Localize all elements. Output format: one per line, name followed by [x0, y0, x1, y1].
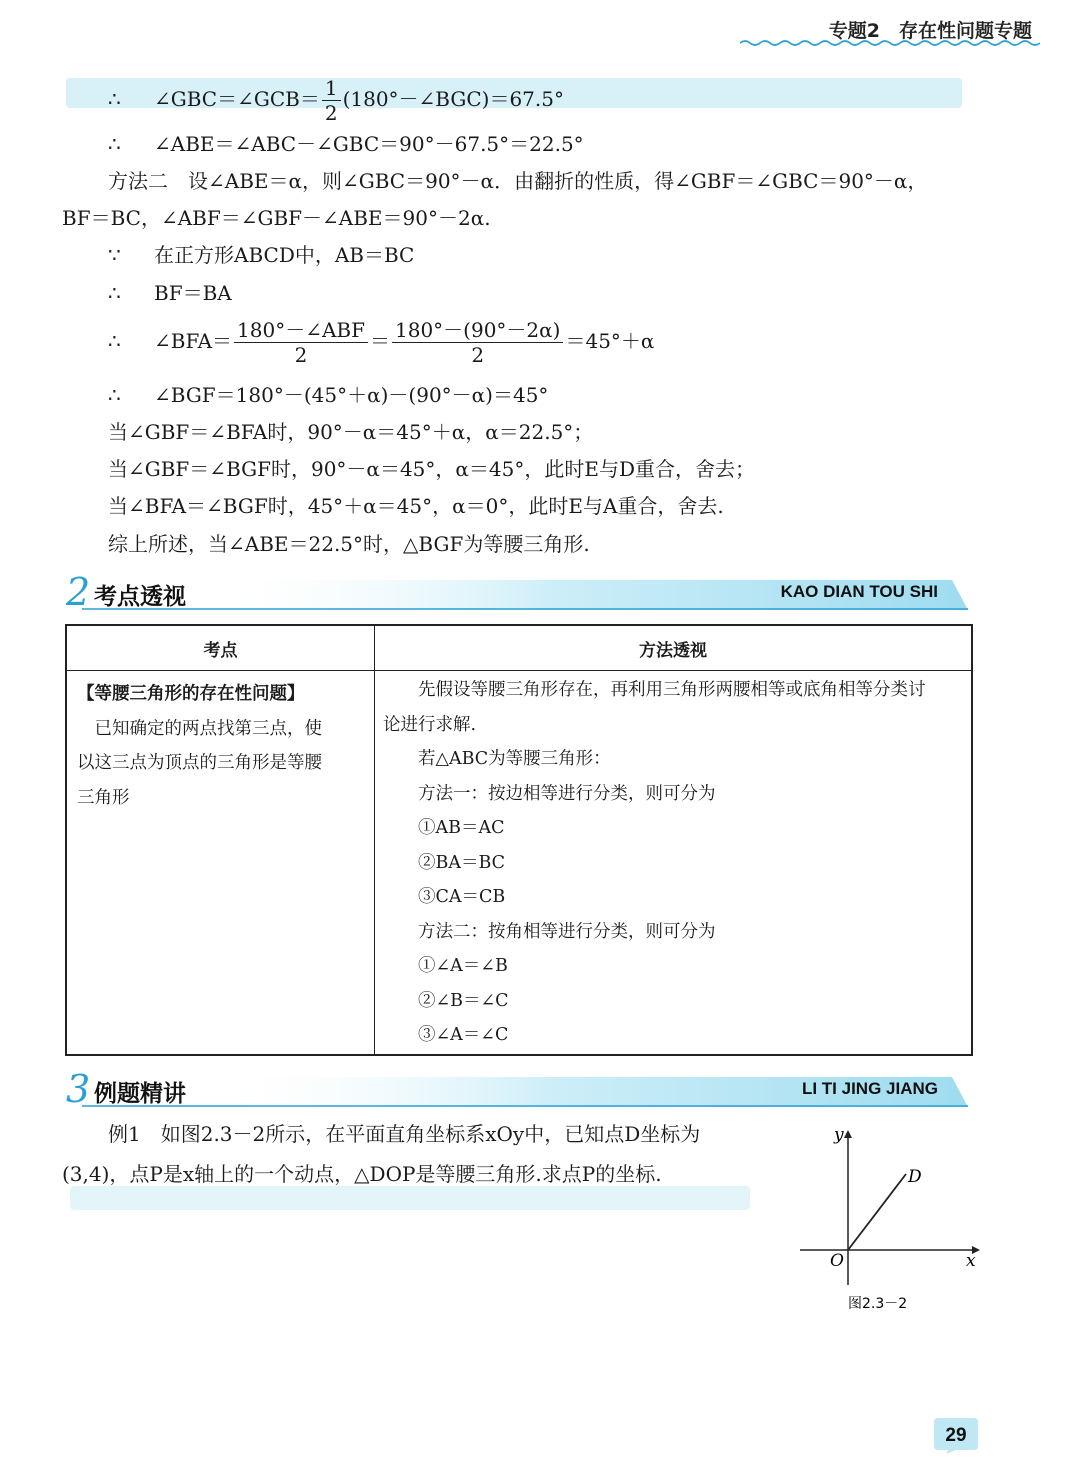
table-header-row: [66, 625, 972, 671]
section-2-subtitle: KAO DIAN TOU SHI: [780, 582, 938, 601]
table-header-kaodian: 考点: [66, 625, 375, 671]
y-axis-arrow: [844, 1130, 852, 1138]
table-header-method: 方法透视: [375, 625, 973, 671]
solution-line-7: ∴ ∠BFA＝ $\frac{\text{180°－∠ABF}}{2}$ ＝ $\frac{180^\circ-(90^\circ-2\alpha)}{2}$ ＝45°＋α: [108, 318, 655, 367]
table-cell-right: [375, 671, 973, 1056]
left-cell-line: 以这三点为顶点的三角形是等腰: [77, 753, 322, 773]
section-2-title: 考点透视: [94, 584, 186, 610]
left-cell-line: 三角形: [77, 787, 130, 808]
page-number: 29: [945, 1425, 967, 1446]
right-cell-line: ③∠A＝∠C: [383, 1025, 509, 1045]
solution-line-1: ∴ ∠GBC＝∠GCB＝ $\frac{1}{2}$ (180°－∠BGC)＝67.5°: [108, 76, 564, 125]
fraction-90-2a: $\frac{180^\circ-(90^\circ-2\alpha)}{2}$: [392, 318, 563, 367]
right-cell-line: 方法一：按边相等进行分类，则可分为: [383, 783, 716, 804]
section-2-number: 2: [66, 570, 91, 614]
page-number-badge: [932, 1414, 980, 1454]
example-highlight-band: [70, 1186, 750, 1210]
right-cell-line: ③CA＝CB: [383, 887, 506, 907]
solution-line-10: 当∠GBF＝∠BGF时，90°－α＝45°，α＝45°，此时E与D重合，舍去；: [108, 457, 755, 481]
solution-line-2: ∴ ∠ABE＝∠ABC－∠GBC＝90°－67.5°＝22.5°: [108, 132, 584, 156]
solution-line-5: ∵ 在正方形ABCD中，AB＝BC: [108, 243, 415, 267]
solution-line-8: ∴ ∠BGF＝180°－(45°＋α)－(90°－α)＝45°: [108, 383, 549, 407]
solution-line-9: 当∠GBF＝∠BFA时，90°－α＝45°＋α，α＝22.5°；: [108, 420, 594, 444]
right-cell-line: ①AB＝AC: [383, 818, 505, 838]
section-3-subtitle: LI TI JING JIANG: [801, 1079, 938, 1098]
section-3-header: [62, 1067, 970, 1111]
coordinate-figure: [790, 1120, 990, 1320]
header-wave-decoration: [740, 38, 1040, 48]
fraction-one-half: $\frac{1}{2}$: [322, 76, 341, 125]
left-cell-line: 已知确定的两点找第三点，使: [77, 718, 322, 739]
right-cell-line: 方法二：按角相等进行分类，则可分为: [383, 921, 716, 942]
example-line-1: 例1 如图2.3－2所示，在平面直角坐标系xOy中，已知点D坐标为: [108, 1122, 701, 1146]
right-cell-line: ①∠A＝∠B: [383, 956, 508, 976]
example-line-2: (3,4)，点P是x轴上的一个动点，△DOP是等腰三角形.求点P的坐标.: [62, 1162, 662, 1186]
right-cell-line: 论进行求解.: [383, 714, 477, 735]
right-cell-line: 若△ABC为等腰三角形：: [383, 749, 611, 769]
right-cell-line: ②BA＝BC: [383, 852, 506, 873]
point-d-label: D: [908, 1167, 922, 1187]
table-row: [66, 671, 972, 1056]
right-cell-line: 先假设等腰三角形存在，再利用三角形两腰相等或底角相等分类讨: [383, 680, 926, 700]
segment-od: [848, 1174, 906, 1250]
origin-label: O: [830, 1251, 844, 1271]
chapter-header: 专题2 存在性问题专题: [828, 20, 1032, 42]
key-points-table: [65, 624, 973, 1056]
right-cell-line: ②∠B＝∠C: [383, 990, 509, 1011]
section-3-title: 例题精讲: [94, 1081, 186, 1107]
solution-line-6: ∴ BF＝BA: [108, 281, 232, 305]
table-cell-left: [66, 671, 375, 1056]
solution-line-4: BF＝BC，∠ABF＝∠GBF－∠ABE＝90°－2α.: [62, 206, 491, 230]
solution-line-11: 当∠BFA＝∠BGF时，45°＋α＝45°，α＝0°，此时E与A重合，舍去.: [108, 494, 724, 518]
section-2-header: [62, 570, 970, 614]
fraction-abf: $\frac{\text{180°－∠ABF}}{2}$: [234, 318, 368, 367]
left-cell-line: 【等腰三角形的存在性问题】: [77, 684, 305, 704]
section-3-number: 3: [66, 1067, 91, 1111]
y-axis-label: y: [834, 1125, 844, 1145]
figure-caption: 图2.3－2: [848, 1296, 908, 1312]
x-axis-label: x: [966, 1251, 976, 1271]
solution-line-12: 综上所述，当∠ABE＝22.5°时，△BGF为等腰三角形.: [108, 532, 590, 556]
solution-line-3: 方法二 设∠ABE＝α，则∠GBC＝90°－α．由翻折的性质，得∠GBF＝∠GBC＝90°－α，: [108, 169, 928, 193]
